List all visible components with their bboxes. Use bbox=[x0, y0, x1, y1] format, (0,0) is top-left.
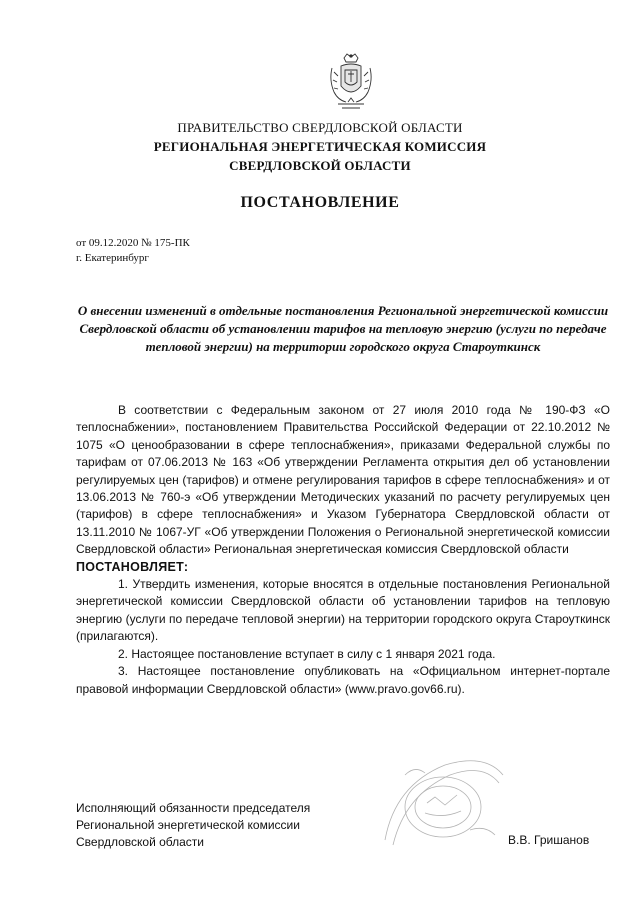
document-subject: О внесении изменений в отдельные постановления Региональной энергетической комиссии Свердловской области об установлении тарифов на тепловую энергию (услуги по передаче тепловой энергии) на территории городского округа Староуткинск bbox=[77, 303, 609, 354]
document-meta bbox=[76, 236, 190, 266]
item-1-paragraph: 1. Утвердить изменения, которые вносятся в отдельные постановления Региональной энергетической комиссии Свердловской области об установлении тарифов на тепловую энергию (услуги по передаче тепловой энергии) на территории городского округа Староуткинск (прилагаются). bbox=[76, 577, 610, 644]
item-2-paragraph: 2. Настоящее постановление вступает в силу с 1 января 2021 года. bbox=[118, 646, 496, 661]
preamble-paragraph: В соответствии с Федеральным законом от 27 июля 2010 года № 190-ФЗ «О теплоснабжении», постановлением Правительства Российской Федерации от 22.10.2012 № 1075 «О ценообразовании в сфере теплоснабжения», приказами Федеральной службы по тарифам от 07.06.2013 № 163 «Об утверждении Регламента открытия дел об установлении регулируемых цен (тарифов) и отмене регулирования тарифов в сфере теплоснабжения» и от 13.06.2013 № 760-э «Об утверждении Методических указаний по расчету регулируемых цен (тарифов) в сфере теплоснабжения» и Указом Губернатора Свердловской области от 13.11.2010 № 1067-УГ «Об утверждении Положения о Региональной энергетической комиссии Свердловской области» Региональная энергетическая комиссия Свердловской области bbox=[76, 403, 610, 557]
item-3-paragraph: 3. Настоящее постановление опубликовать на «Официальном интернет-портале правовой информации Свердловской области» (www.pravo.gov66.ru). bbox=[76, 664, 610, 696]
position-line-3: Свердловской области bbox=[76, 835, 205, 849]
city: г. Екатеринбург bbox=[76, 252, 149, 264]
official-stamp-icon bbox=[375, 745, 510, 855]
signatory-name: В.В. Гришанов bbox=[508, 833, 590, 847]
resolve-heading: ПОСТАНОВЛЯЕТ: bbox=[76, 559, 189, 574]
date-number: от 09.12.2020 № 175-ПК bbox=[76, 237, 190, 249]
position-line-2: Региональной энергетической комиссии bbox=[76, 818, 300, 832]
region-name: СВЕРДЛОВСКОЙ ОБЛАСТИ bbox=[229, 158, 411, 173]
document-title: ПОСТАНОВЛЕНИЕ bbox=[240, 194, 400, 211]
signatory-position bbox=[76, 800, 310, 851]
position-line-1: Исполняющий обязанности председателя bbox=[76, 801, 311, 815]
document-body bbox=[76, 402, 610, 698]
government-name: ПРАВИТЕЛЬСТВО СВЕРДЛОВСКОЙ ОБЛАСТИ bbox=[177, 120, 463, 135]
commission-name: РЕГИОНАЛЬНАЯ ЭНЕРГЕТИЧЕСКАЯ КОМИССИЯ bbox=[153, 139, 487, 154]
coat-of-arms-icon bbox=[328, 52, 374, 112]
issuer-header bbox=[0, 118, 640, 175]
